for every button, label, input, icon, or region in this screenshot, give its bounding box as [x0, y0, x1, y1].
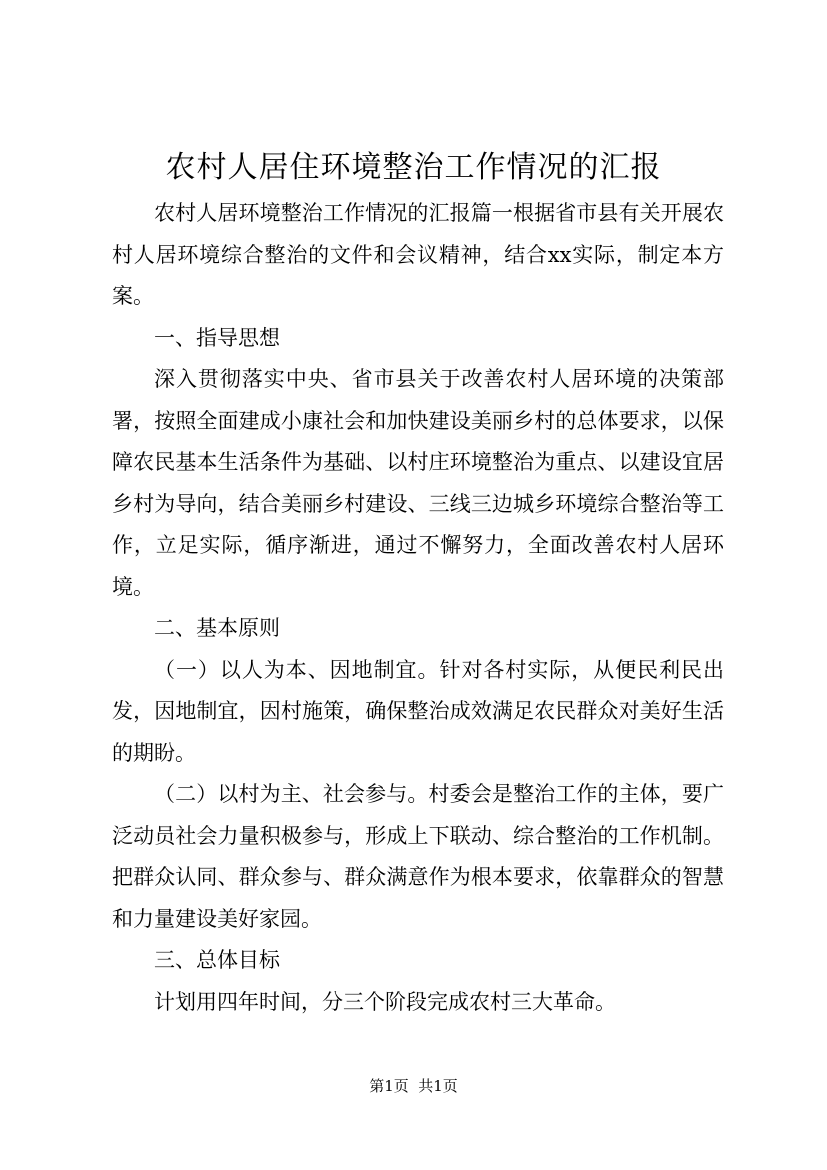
page-footer [0, 1076, 827, 1096]
section-heading-overall-goal: 三、总体目标 [154, 948, 280, 972]
paragraph-intro: 农村人居环境整治工作情况的汇报篇一根据省市县有关开展农村人居环境综合整治的文件和会议精神，结合xx实际，制定本方案。 [112, 201, 724, 308]
paragraph-overall-goal: 计划用四年时间，分三个阶段完成农村三大革命。 [154, 989, 616, 1014]
page-number-label: 第1页 共1页 [369, 1077, 458, 1095]
document-body [112, 193, 724, 1023]
paragraph-guiding-ideology: 深入贯彻落实中央、省市县关于改善农村人居环境的决策部署，按照全面建成小康社会和加快建设美丽乡村的总体要求，以保障农民基本生活条件为基础、以村庄环境整治为重点、以建设宜居乡村为导向，结合美丽乡村建设、三线三边城乡环境综合整治等工作，立足实际，循序渐进，通过不懈努力，全面改善农村人居环境。 [112, 367, 724, 599]
document-title: 农村人居住环境整治工作情况的汇报 [165, 150, 662, 185]
section-heading-guiding-ideology: 一、指导思想 [154, 325, 280, 350]
paragraph-principle-two: （二）以村为主、社会参与。村委会是整治工作的主体，要广泛动员社会力量积极参与，形成上下联动、综合整治的工作机制。把群众认同、群众参与、群众满意作为根本要求，依靠群众的智慧和力量建设美好家园。 [112, 782, 724, 931]
paragraph-principle-one: （一）以人为本、因地制宜。针对各村实际，从便民利民出发，因地制宜，因村施策，确保整治成效满足农民群众对美好生活的期盼。 [112, 657, 724, 765]
section-heading-basic-principles: 二、基本原则 [154, 616, 280, 640]
